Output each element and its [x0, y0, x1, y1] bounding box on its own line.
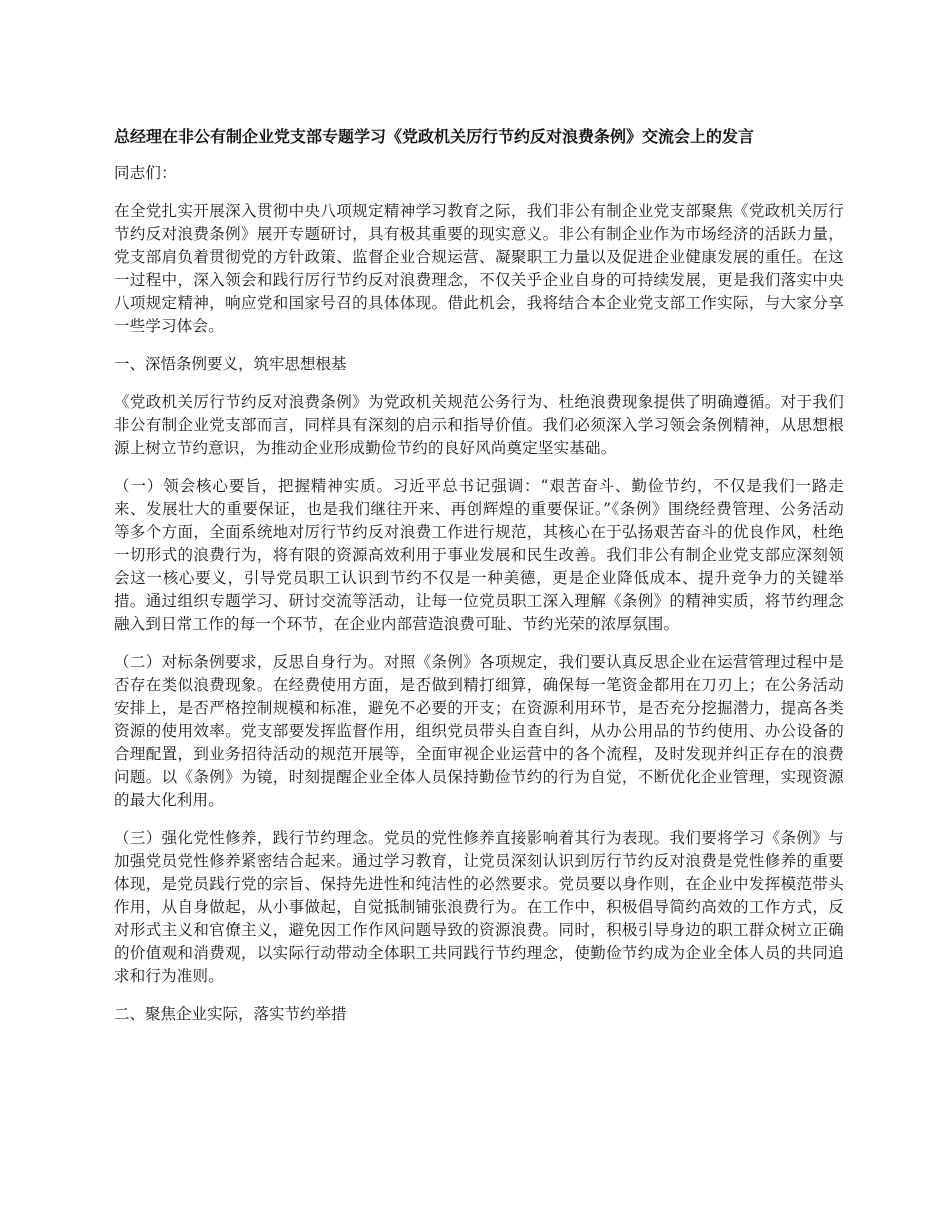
document-page — [114, 126, 844, 1041]
point-2-paragraph: （二）对标条例要求，反思自身行为。对照《条例》各项规定，我们要认真反思企业在运营管理过程中是否存在类似浪费现象。在经费使用方面，是否做到精打细算，确保每一笔资金都用在刀刃上；在公务活动安排上，是否严格控制规模和标准，避免不必要的开支；在资源利用环节，是否充分挖掘潜力，提高各类资源的使用效率。党支部要发挥监督作用，组织党员带头自查自纠，从办公用品的节约使用、办公设备的合理配置，到业务招待活动的规范开展等，全面审视企业运营中的各个流程，及时发现并纠正存在的浪费问题。以《条例》为镜，时刻提醒企业全体人员保持勤俭节约的行为自觉，不断优化企业管理，实现资源的最大化利用。 — [114, 653, 844, 809]
point-1-paragraph: （一）领会核心要旨，把握精神实质。习近平总书记强调：“艰苦奋斗、勤俭节约，不仅是我们一路走来、发展壮大的重要保证，也是我们继往开来、再创辉煌的重要保证。”《条例》围绕经费管理、公务活动等多个方面，全面系统地对厉行节约反对浪费工作进行规范，其核心在于弘扬艰苦奋斗的优良作风，杜绝一切形式的浪费行为，将有限的资源高效利用于事业发展和民生改善。我们非公有制企业党支部应深刻领会这一核心要义，引导党员职工认识到节约不仅是一种美德，更是企业降低成本、提升竞争力的关键举措。通过组织专题学习、研讨交流等活动，让每一位党员职工深入理解《条例》的精神实质，将节约理念融入到日常工作的每一个环节，在企业内部营造浪费可耻、节约光荣的浓厚氛围。 — [114, 477, 844, 633]
document-title: 总经理在非公有制企业党支部专题学习《党政机关厉行节约反对浪费条例》交流会上的发言 — [114, 127, 755, 146]
section-heading-1: 一、深悟条例要义，筑牢思想根基 — [114, 355, 347, 373]
intro-paragraph: 在全党扎实开展深入贯彻中央八项规定精神学习教育之际，我们非公有制企业党支部聚焦《党政机关厉行节约反对浪费条例》展开专题研讨，具有极其重要的现实意义。非公有制企业作为市场经济的活跃力量，党支部肩负着贯彻党的方针政策、监督企业合规运营、凝聚职工力量以及促进企业健康发展的重任。在这一过程中，深入领会和践行厉行节约反对浪费理念，不仅关乎企业自身的可持续发展，更是我们落实中央八项规定精神，响应党和国家号召的具体体现。借此机会，我将结合本企业党支部工作实际，与大家分享一些学习体会。 — [114, 202, 844, 335]
point-3-paragraph: （三）强化党性修养，践行节约理念。党员的党性修养直接影响着其行为表现。我们要将学习《条例》与加强党员党性修养紧密结合起来。通过学习教育，让党员深刻认识到厉行节约反对浪费是党性修养的重要体现，是党员践行党的宗旨、保持先进性和纯洁性的必然要求。党员要以身作则，在企业中发挥模范带头作用，从自身做起，从小事做起，自觉抵制铺张浪费行为。在工作中，积极倡导简约高效的工作方式，反对形式主义和官僚主义，避免因工作作风问题导致的资源浪费。同时，积极引导身边的职工群众树立正确的价值观和消费观，以实际行动带动全体职工共同践行节约理念，使勤俭节约成为企业全体人员的共同追求和行为准则。 — [114, 829, 844, 985]
section-1-intro-paragraph: 《党政机关厉行节约反对浪费条例》为党政机关规范公务行为、杜绝浪费现象提供了明确遵循。对于我们非公有制企业党支部而言，同样具有深刻的启示和指导价值。我们必须深入学习领会条例精神，从思想根源上树立节约意识，为推动企业形成勤俭节约的良好风尚奠定坚实基础。 — [114, 393, 844, 457]
section-heading-2: 二、聚焦企业实际，落实节约举措 — [114, 1005, 347, 1023]
salutation: 同志们： — [114, 164, 177, 182]
